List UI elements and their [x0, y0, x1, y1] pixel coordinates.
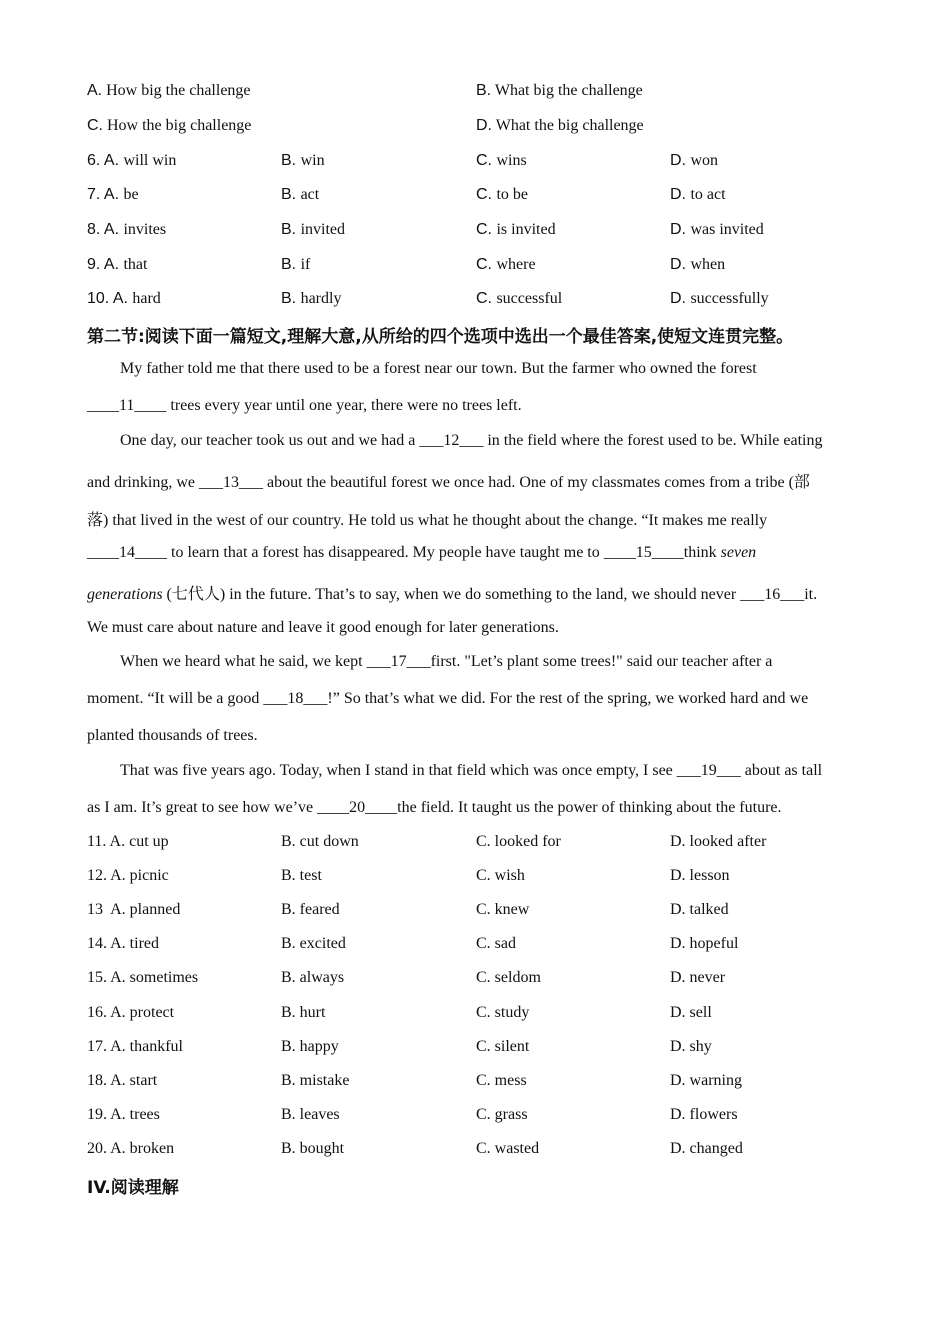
- option-label: D.: [670, 290, 691, 307]
- passage-text: first. "Let’s plant some trees!" said our teacher after a: [430, 653, 773, 670]
- q5-option-b: [476, 82, 643, 100]
- passage-text: That was five years ago. Today, when I stand in that field which was once empty, I see: [120, 762, 677, 779]
- option-a: [87, 1106, 160, 1124]
- option-label: B.: [281, 256, 301, 273]
- option-a: [87, 1038, 183, 1056]
- option-text: A. planned: [110, 901, 181, 918]
- passage-line: [87, 727, 258, 745]
- option-label: D.: [670, 152, 691, 169]
- option-b: [281, 256, 310, 274]
- option-c: C. wasted: [476, 1140, 540, 1157]
- option-label: C.: [476, 152, 497, 169]
- passage-text: We must care about nature and leave it good enough for later generations.: [87, 619, 559, 636]
- passage-line: [87, 690, 808, 708]
- passage-text: !” So that’s what we did. For the rest of the spring, we worked hard and we: [327, 690, 809, 707]
- option-label: D.: [670, 221, 691, 238]
- passage-text: think: [683, 544, 721, 561]
- option-a: [87, 186, 139, 204]
- option-a: [87, 833, 169, 851]
- option-b: B. hurt: [281, 1004, 326, 1021]
- passage-text: about as tall: [740, 762, 823, 779]
- passage-text: (七代人) in the future. That’s to say, when we do something to the land, we should never: [162, 586, 741, 603]
- option-c: [476, 290, 562, 308]
- option-d: D. shy: [670, 1038, 712, 1055]
- option-b: B. leaves: [281, 1106, 340, 1123]
- option-text: A. sometimes: [110, 969, 199, 986]
- passage-text: to learn that a forest has disappeared. My people have taught me to: [167, 544, 604, 561]
- option-label: B.: [281, 290, 301, 307]
- passage-line: [120, 432, 822, 450]
- passage-text: When we heard what he said, we kept: [120, 653, 367, 670]
- passage-text: it.: [804, 586, 818, 603]
- option-text: How big the challenge: [106, 82, 251, 99]
- option-label: C.: [476, 256, 497, 273]
- blank-11: ____11____: [87, 397, 167, 414]
- option-a: [87, 935, 159, 953]
- option-label: C.: [87, 117, 103, 134]
- passage-text: about the beautiful forest we once had. One of my classmates comes from a tribe (部: [262, 474, 810, 491]
- passage-text: in the field where the forest used to be. While eating: [483, 432, 823, 449]
- option-text: that: [123, 256, 148, 273]
- option-text: won: [690, 152, 719, 169]
- option-text: successful: [496, 290, 563, 307]
- option-text: A. trees: [110, 1106, 160, 1123]
- question-number: 17.: [87, 1038, 107, 1055]
- option-b: [281, 152, 325, 170]
- option-d: D. never: [670, 969, 726, 986]
- option-text: hard: [132, 290, 161, 307]
- option-a: [87, 1072, 157, 1090]
- option-c: C. knew: [476, 901, 530, 918]
- option-label: A.: [100, 256, 124, 273]
- blank-17: ___17___: [366, 653, 431, 670]
- passage-line: [87, 799, 782, 817]
- option-label: A.: [100, 152, 124, 169]
- passage-text: trees every year until one year, there were no trees left.: [166, 397, 522, 414]
- option-text: if: [300, 256, 311, 273]
- option-text: when: [690, 256, 726, 273]
- option-a: [87, 1004, 174, 1022]
- option-text: to act: [690, 186, 726, 203]
- option-text: A. tired: [110, 935, 159, 952]
- blank-19: ___19___: [676, 762, 741, 779]
- option-a: [87, 152, 176, 170]
- option-c: C. looked for: [476, 833, 561, 850]
- option-a: [87, 901, 180, 919]
- passage-text: the field. It taught us the power of thinking about the future.: [397, 799, 782, 816]
- question-number: 19.: [87, 1106, 107, 1123]
- option-b: B. feared: [281, 901, 340, 918]
- option-c: [476, 256, 536, 274]
- option-text: What big the challenge: [494, 82, 643, 99]
- option-c: C. mess: [476, 1072, 527, 1089]
- option-b: [281, 221, 345, 239]
- option-label: B.: [281, 221, 301, 238]
- passage-line: [87, 619, 559, 637]
- option-a: [87, 1140, 174, 1158]
- option-c: C. silent: [476, 1038, 530, 1055]
- option-label: C.: [476, 221, 497, 238]
- passage-line: [87, 507, 767, 530]
- option-label: D.: [670, 186, 691, 203]
- blank-12: ___12___: [419, 432, 484, 449]
- option-text: hardly: [300, 290, 342, 307]
- option-c: C. grass: [476, 1106, 528, 1123]
- passage-line: [87, 581, 817, 604]
- question-number: 12.: [87, 867, 107, 884]
- option-d: D. warning: [670, 1072, 742, 1089]
- question-number: 6.: [87, 152, 101, 169]
- option-c: [476, 186, 528, 204]
- option-label: D.: [476, 117, 492, 134]
- option-label: A.: [109, 290, 133, 307]
- option-d: D. hopeful: [670, 935, 739, 952]
- option-d: D. talked: [670, 901, 729, 918]
- option-text: where: [496, 256, 536, 273]
- option-b: B. happy: [281, 1038, 339, 1055]
- passage-text: moment. “It will be a good: [87, 690, 264, 707]
- option-text: is invited: [496, 221, 556, 238]
- option-label: D.: [670, 256, 691, 273]
- option-text: be: [123, 186, 139, 203]
- question-number: 11.: [87, 833, 107, 850]
- option-text: A. broken: [110, 1140, 175, 1157]
- question-number: 10.: [87, 290, 110, 307]
- passage-text: My father told me that there used to be a forest near our town. But the farmer who owned the forest: [120, 360, 757, 377]
- passage-line: [87, 469, 810, 492]
- option-label: B.: [476, 82, 492, 99]
- passage-text: and drinking, we: [87, 474, 199, 491]
- option-label: C.: [476, 290, 497, 307]
- passage-italic-text: seven: [720, 544, 757, 561]
- option-label: A.: [100, 186, 124, 203]
- option-a: [87, 221, 166, 239]
- blank-13: ___13___: [198, 474, 263, 491]
- option-d: D. changed: [670, 1140, 743, 1157]
- blank-15: ____15____: [603, 544, 684, 561]
- option-b: B. test: [281, 867, 322, 884]
- passage-line: [120, 653, 772, 671]
- question-number: 20.: [87, 1140, 107, 1157]
- option-d: [670, 221, 764, 239]
- passage-italic-text: generations: [87, 586, 163, 603]
- option-text: How the big challenge: [107, 117, 252, 134]
- passage-line: [87, 544, 756, 562]
- option-text: act: [300, 186, 320, 203]
- option-a: [87, 969, 198, 987]
- option-d: D. sell: [670, 1004, 712, 1021]
- passage-text: 落) that lived in the west of our country. He told us what he thought about the change. “It makes me really: [87, 512, 768, 529]
- option-a: [87, 256, 147, 274]
- option-text: wins: [496, 152, 527, 169]
- option-label: A.: [87, 82, 103, 99]
- passage-line: [120, 360, 757, 378]
- option-c: C. wish: [476, 867, 525, 884]
- question-number: 7.: [87, 186, 101, 203]
- question-number: 16.: [87, 1004, 107, 1021]
- option-d: [670, 290, 769, 308]
- option-b: B. excited: [281, 935, 346, 952]
- option-text: A. picnic: [110, 867, 169, 884]
- option-d: [670, 186, 726, 204]
- passage-text: planted thousands of trees.: [87, 727, 258, 744]
- option-text: invites: [123, 221, 167, 238]
- option-c: C. sad: [476, 935, 516, 952]
- blank-18: ___18___: [263, 690, 328, 707]
- passage-text: One day, our teacher took us out and we had a: [120, 432, 420, 449]
- option-text: invited: [300, 221, 345, 238]
- q5-option-a: [87, 82, 251, 100]
- option-text: A. thankful: [110, 1038, 183, 1055]
- option-b: [281, 186, 319, 204]
- option-a: [87, 290, 161, 308]
- option-label: B.: [281, 152, 301, 169]
- passage-line: [120, 762, 822, 780]
- option-b: B. cut down: [281, 833, 359, 850]
- option-d: D. lesson: [670, 867, 730, 884]
- option-text: successfully: [690, 290, 769, 307]
- option-text: A. start: [110, 1072, 158, 1089]
- option-d: D. looked after: [670, 833, 767, 850]
- q5-option-d: [476, 117, 644, 135]
- option-c: C. study: [476, 1004, 530, 1021]
- option-text: win: [300, 152, 325, 169]
- question-number: 13: [87, 901, 103, 918]
- option-label: B.: [281, 186, 301, 203]
- option-b: B. always: [281, 969, 345, 986]
- option-label: A.: [100, 221, 124, 238]
- option-c: [476, 221, 556, 239]
- section4-heading: IV.阅读理解: [87, 1178, 179, 1198]
- option-text: will win: [123, 152, 177, 169]
- option-c: [476, 152, 527, 170]
- option-d: D. flowers: [670, 1106, 738, 1123]
- blank-16: ___16___: [740, 586, 805, 603]
- option-b: B. bought: [281, 1140, 345, 1157]
- option-b: [281, 290, 341, 308]
- option-text: to be: [496, 186, 528, 203]
- option-d: [670, 152, 718, 170]
- section2-heading: 第二节:阅读下面一篇短文,理解大意,从所给的四个选项中选出一个最佳答案,使短文连贯完整。: [87, 327, 794, 347]
- question-number: 18.: [87, 1072, 107, 1089]
- option-text: was invited: [690, 221, 764, 238]
- option-d: [670, 256, 725, 274]
- option-b: B. mistake: [281, 1072, 350, 1089]
- option-text: A. cut up: [109, 833, 169, 850]
- question-number: 8.: [87, 221, 101, 238]
- question-number: 15.: [87, 969, 107, 986]
- passage-text: as I am. It’s great to see how we’ve: [87, 799, 318, 816]
- option-text: What the big challenge: [495, 117, 644, 134]
- question-number: 9.: [87, 256, 101, 273]
- option-a: [87, 867, 169, 885]
- q5-option-c: [87, 117, 251, 135]
- option-text: A. protect: [110, 1004, 175, 1021]
- question-number: 14.: [87, 935, 107, 952]
- blank-14: ____14____: [87, 544, 167, 561]
- passage-line: [87, 397, 522, 415]
- blank-20: ____20____: [317, 799, 398, 816]
- option-label: C.: [476, 186, 497, 203]
- option-c: C. seldom: [476, 969, 541, 986]
